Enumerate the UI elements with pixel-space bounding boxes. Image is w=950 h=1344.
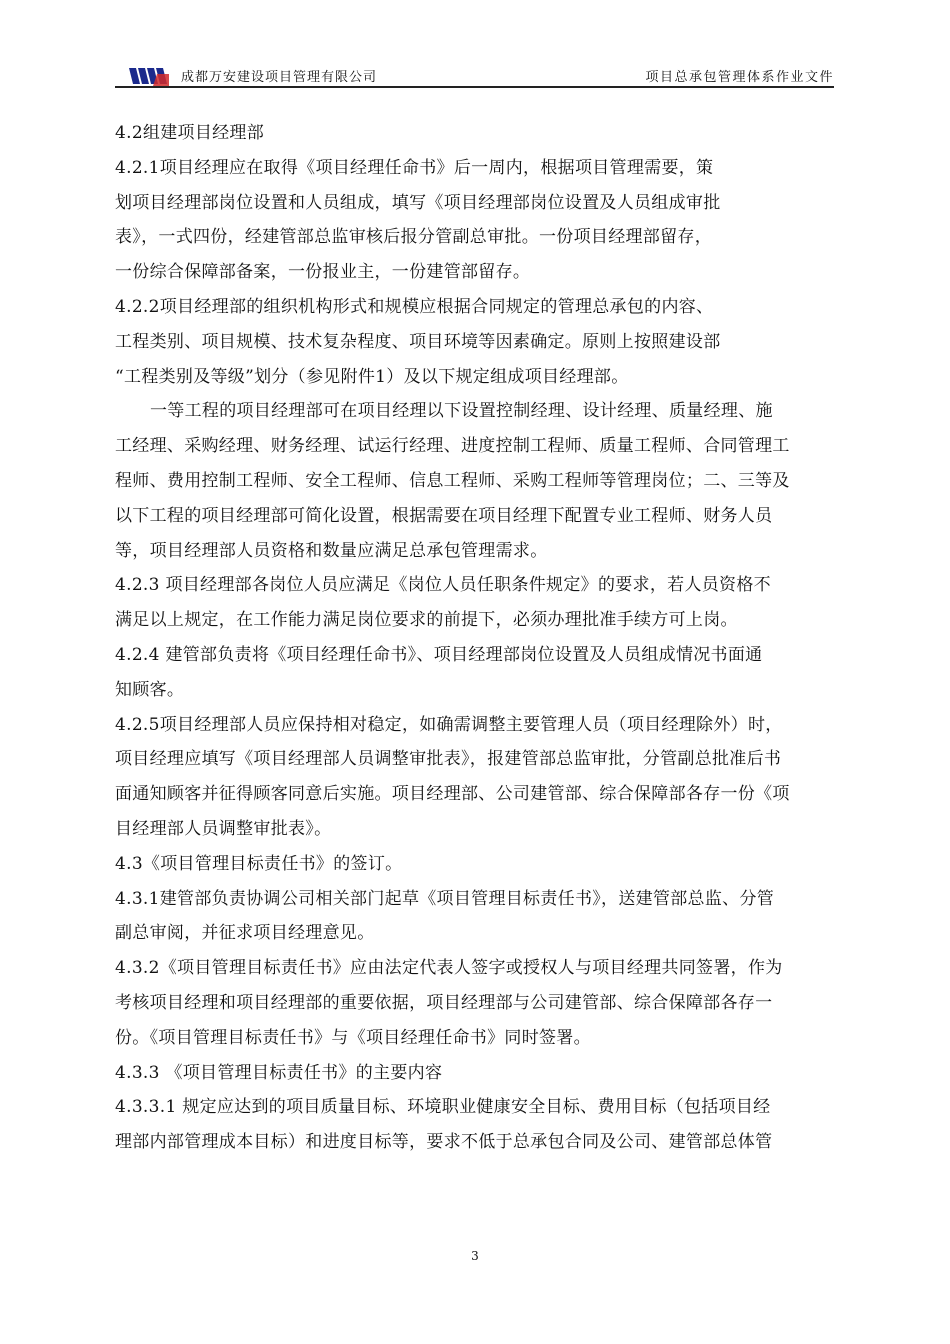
text-line: 工程类别、项目规模、技术复杂程度、项目环境等因素确定。原则上按照建设部 — [115, 331, 721, 352]
text-line: 目经理部人员调整审批表》。 — [115, 818, 332, 839]
section-heading: 4.2组建项目经理部 — [115, 123, 265, 143]
text-line: 知顾客。 — [115, 679, 185, 700]
text-line: 考核项目经理和项目经理部的重要依据，项目经理部与公司建管部、综合保障部各存一 — [115, 992, 773, 1013]
text-line: 4.3.2《项目管理目标责任书》应由法定代表人签字或授权人与项目经理共同签署，作为 — [115, 958, 783, 979]
text-line: 满足以上规定，在工作能力满足岗位要求的前提下，必须办理批准手续方可上岗。 — [115, 610, 738, 631]
page-number: 3 — [471, 1249, 479, 1263]
text-line: 一等工程的项目经理部可在项目经理以下设置控制经理、设计经理、质量经理、施 — [150, 401, 773, 422]
text-line: 4.2.3 项目经理部各岗位人员应满足《岗位人员任职条件规定》的要求，若人员资格不 — [115, 575, 771, 596]
text-line: 份。《项目管理目标责任书》与《项目经理任命书》同时签署。 — [115, 1027, 591, 1048]
text-line: 工经理、采购经理、财务经理、试运行经理、进度控制工程师、质量工程师、合同管理工 — [115, 436, 790, 457]
company-name: 成都万安建设项目管理有限公司 — [181, 70, 378, 85]
text-line: “工程类别及等级”划分（参见附件1）及以下规定组成项目经理部。 — [115, 366, 629, 387]
text-line: 4.2.2项目经理部的组织机构形式和规模应根据合同规定的管理总承包的内容、 — [115, 296, 714, 317]
text-line: 划项目经理部岗位设置和人员组成，填写《项目经理部岗位设置及人员组成审批 — [115, 192, 721, 213]
text-line: 表》，一式四份，经建管部总监审核后报分管副总审批。一份项目经理部留存， — [115, 227, 712, 248]
document-title: 项目总承包管理体系作业文件 — [645, 70, 834, 85]
company-logo-icon — [129, 66, 169, 86]
header-rule — [115, 86, 834, 88]
section-heading: 4.3《项目管理目标责任书》的签订。 — [115, 853, 403, 874]
text-line: 项目经理应填写《项目经理部人员调整审批表》，报建管部总监审批，分管副总批准后书 — [115, 749, 782, 770]
text-line: 以下工程的项目经理部可简化设置，根据需要在项目经理下配置专业工程师、财务人员 — [115, 505, 773, 526]
text-line: 面通知顾客并征得顾客同意后实施。项目经理部、公司建管部、综合保障部各存一份《项 — [115, 784, 790, 805]
body-text — [115, 116, 835, 1160]
text-line: 4.2.5项目经理部人员应保持相对稳定，如确需调整主要管理人员（项目经理除外）时， — [115, 714, 783, 735]
text-line: 程师、费用控制工程师、安全工程师、信息工程师、采购工程师等管理岗位；二、三等及 — [115, 470, 790, 491]
section-heading: 4.3.3 《项目管理目标责任书》的主要内容 — [115, 1062, 443, 1083]
text-line: 副总审阅，并征求项目经理意见。 — [115, 923, 375, 944]
text-line: 4.3.3.1 规定应达到的项目质量目标、环境职业健康安全目标、费用目标（包括项目经 — [115, 1097, 771, 1118]
text-line: 等，项目经理部人员资格和数量应满足总承包管理需求。 — [115, 540, 548, 561]
text-line: 4.3.1建管部负责协调公司相关部门起草《项目管理目标责任书》，送建管部总监、分管 — [115, 888, 775, 909]
text-line: 4.2.1项目经理应在取得《项目经理任命书》后一周内，根据项目管理需要，策 — [115, 157, 714, 178]
text-line: 一份综合保障部备案，一份报业主，一份建管部留存。 — [115, 262, 531, 283]
text-line: 4.2.4 建管部负责将《项目经理任命书》、项目经理部岗位设置及人员组成情况书面通 — [115, 644, 763, 665]
text-line: 理部内部管理成本目标）和进度目标等，要求不低于总承包合同及公司、建管部总体管 — [115, 1132, 773, 1153]
